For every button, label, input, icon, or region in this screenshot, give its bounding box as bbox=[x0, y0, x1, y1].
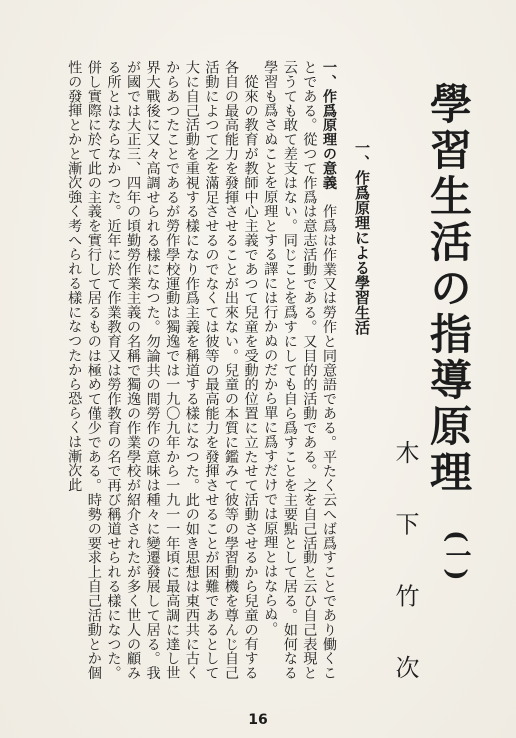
article-body bbox=[58, 60, 338, 680]
page-number: 16 bbox=[248, 712, 268, 728]
paragraph-1 bbox=[260, 60, 338, 680]
article-part-number: (一) bbox=[441, 530, 471, 581]
paragraph-2 bbox=[64, 60, 260, 680]
subsection-heading: 一、作爲原理の意義 bbox=[321, 60, 337, 190]
paragraph-1-text: 作爲は作業又は勞作と同意語である。平たく云へば爲すことであり働くことである。從つて作爲は意志活動である。又目的的活動である。之を自己活動と云ひ自己表現と云うても敢て差支はない。同じことを爲すにしても自ら爲すことを主要點として居る。如何なる學習も爲さぬことを原理とする譯には行かぬのだから單に爲すだけでは原理とはならぬ。 bbox=[262, 60, 337, 680]
article-author: 木 下 竹 次 bbox=[391, 440, 419, 699]
section-heading: 一、作爲原理による學習生活 bbox=[353, 140, 371, 335]
article-title: 學習生活の指導原理 bbox=[424, 82, 473, 496]
paragraph-2-text: 從來の教育が教師中心主義であつて兒童を受動的位置に立たせて活動させるから兒童の有する各自の最高能力を發揮させることが出來ない。兒童の本質に鑑みて彼等の學習動機を尊んじ自己活動によつて之を滿足させるのでなくては彼等の最高能力を發揮させることが困難であるとして大に自己活動を重視する樣になり作爲主義を稱道する樣になつた。此の如き思想は東西共に古くからあつたことであるが勞作學校運動は獨逸では一九〇九年から一九一一年頃に最高調に達し世界大戰後に又々高調せられる樣になつた。勿論共の間勞作の意味は種々に變遷發展して居る。我が國では大正三、四年の頃勤勞作業主義の名稱で獨逸の作業學校が紹介されたが多く世人の顧みる所とはならなかつた。近年に於て作業教育又は勞作教育の名で再び稱道せられる樣になつた。併し實際に於て此の主義を實行して居るものは極めて僅少である。時勢の要求上自己活動とか個性の發揮とかと漸次強く考へられる樣になつたから恐らくは漸次此 bbox=[66, 60, 259, 680]
